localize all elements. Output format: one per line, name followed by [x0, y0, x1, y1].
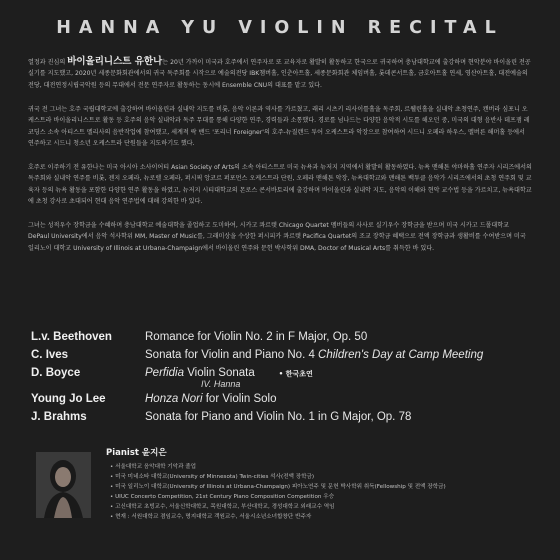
- work-title: Sonata for Piano and Violin No. 1 in G Major, Op. 78: [145, 411, 412, 423]
- movement-subtitle: IV. Hanna: [201, 379, 241, 389]
- program-row: [31, 331, 531, 349]
- pianist-credentials: [110, 463, 446, 522]
- credential-item: • 미국 일리노이 대학교(University of Illinois at Urbana-Champaign) 피아노연주 및 문헌 박사학위 취득(Fellowship 및 전액 장학금): [110, 483, 446, 490]
- credential-item: • 서울대학교 음악대학 기악과 졸업: [110, 464, 197, 470]
- composer-name: Young Jo Lee: [31, 393, 106, 405]
- bio-intro-rest: 는 20년 가까이 미국과 호주에서 연주자로 또 교육자로 활발히 활동하고 한국으로 귀국하여 충남대학교에 출강하며 현악분야 바이올린 전공실기를 지도했고, 2020년 세종문화회관에서의 귀국 독주회를 시작으로 예술의전당 IBK챔버홀, 인춘아트홀, 세종문화회관 체임버홀, 롯데콘서트홀, 금호아트홀 연세, 영산아트홀, 대전예술의전당, 대전연정시립국악원 등의 무대에서 전문 연주자로 활동하는 동시에 Ensemble CNU의 대표를 맡고 있다.: [28, 59, 531, 89]
- pianist-photo: [36, 452, 91, 518]
- composer-name: C. Ives: [31, 349, 69, 361]
- work-title: Honza Nori for Violin Solo: [145, 393, 277, 405]
- composer-name: D. Boyce: [31, 367, 81, 379]
- credential-item: • 미국 미네소타 대학교(University of Minnesota) Twin-cities 석사(전액 장학금): [110, 473, 315, 480]
- work-title: Sonata for Violin and Piano No. 4 Children's Day at Camp Meeting: [145, 349, 484, 361]
- bio-paragraph-2: 귀국 전 그녀는 호주 국립대학교에 출강하여 바이올린과 실내악 지도를 비롯, 음악 이론과 역사를 가르쳤고, 래리 시츠키 리사이틀홀을 독주회, 르웰린홀을 실내악 초청연주, 캔버라 심포니 오케스트라 바이올리니스트로 활동 등 호주의 음악 실내악과 독주 무대를 통해 다양한 연주, 경력들과 소통했다. 경로를 넘나드는 다양한 음악적 시도를 해오던 중, 미국의 대형 음반사 데프잼 레코딩스 소속 아티스트 멜리사의 음반작업에 참여했고, 세계적 락 밴드 '포리너 Foreigner'의 호주-뉴질랜드 투어 오케스트라 악장으로 참여하여 시드니 오페라 하우스, 멜버른 해머홀 등에서 연주하고 시드니 청소년 오케스트라 단원들을 지도하기도 했다.: [28, 105, 530, 147]
- bio-paragraph-1: [28, 56, 532, 91]
- program-row: [31, 411, 531, 429]
- pianist-name: Pianist 윤지은: [106, 448, 167, 458]
- bio-paragraph-3: 호주로 이주하기 전 유한나는 미국 아시아 소사이어티 Asian Society of Arts의 소속 아티스트로 미국 뉴욕과 뉴저지 지역에서 활발히 활동하였다. 뉴욕 맨해튼 야마하홀 연주자 시리즈에서의 독주회와 실내악 연주를 비롯, 젠지 오페라, 뉴로렐 오페라, 퍼시픽 앙코르 퍼포먼스 오케스트라 단원, 오페라 맨해튼 악장, 뉴욕대학교와 맨해튼 백투클 음악가 시리즈에서의 초청 연주회 및 교육자 등의 뉴욕 활동을 포함한 다양한 연주 활동을 하였고, 뉴저지 시티대학교의 몬로스 콘서바토리에 출강하며 바이올린과 실내악 지도, 음악의 이해와 현악 교수법 등을 가르치고, 뉴욕대학교에 초청 강사로 초대되어 현대 음악 연주법에 대해 강의한 바 있다.: [28, 163, 532, 206]
- bio-paragraph-4: 그녀는 성적우수 장학금을 수혜하며 충남대학교 예술대학을 졸업하고 도미하여, 시카고 콰르텟 Chicago Quartet 멤버들의 사사로 실기우수 장학금을 받으며 미국 시카고 드폴대학교 DePaul University에서 음악 석사학위 MM, Master of Music를, 그래미상을 수상한 퍼시피카 콰르텟 Pacifica Quartet의 조교 장학금 혜택으로 전액 장학금과 생활비를 수여받으며 미국 일리노이 대학교 University of Illinois at Urbana-Champaign에서 바이올린 연주와 문헌 박사학위 DMA, Doctor of Musical Arts를 취득한 바 있다.: [28, 221, 526, 252]
- korean-premiere-badge: • 한국초연: [278, 370, 313, 378]
- composer-name: L.v. Beethoven: [31, 331, 112, 343]
- program-row: [31, 349, 531, 367]
- pianist-section: [36, 446, 536, 556]
- violinist-name-highlight: 바이올리니스트 유한나: [67, 56, 163, 67]
- pianist-portrait-icon: [36, 452, 91, 518]
- program-row: [31, 393, 531, 411]
- credential-item: • UIUC Concerto Competition, 21st Century Piano Composition Competition 우승: [110, 493, 335, 500]
- credential-item: • 현재 : 서원대학교 겸임교수, 명지대학교 객원교수, 서울시소년소녀합창단 반주자: [110, 513, 312, 520]
- biography: [28, 56, 532, 267]
- program-list: [31, 331, 531, 429]
- credential-item: • 고신대학교 초빙교수, 서울신학대학교, 목원대학교, 부산대학교, 경성대학교 외래교수 역임: [110, 503, 335, 510]
- bio-intro-text: 열정과 진심의: [28, 59, 68, 66]
- work-title: Romance for Violin No. 2 in F Major, Op. 50: [145, 331, 368, 343]
- work-title: Perfidia Violin Sonata: [145, 367, 255, 379]
- composer-name: J. Brahms: [31, 411, 87, 423]
- recital-title: HANNA YU VIOLIN RECITAL: [56, 18, 504, 38]
